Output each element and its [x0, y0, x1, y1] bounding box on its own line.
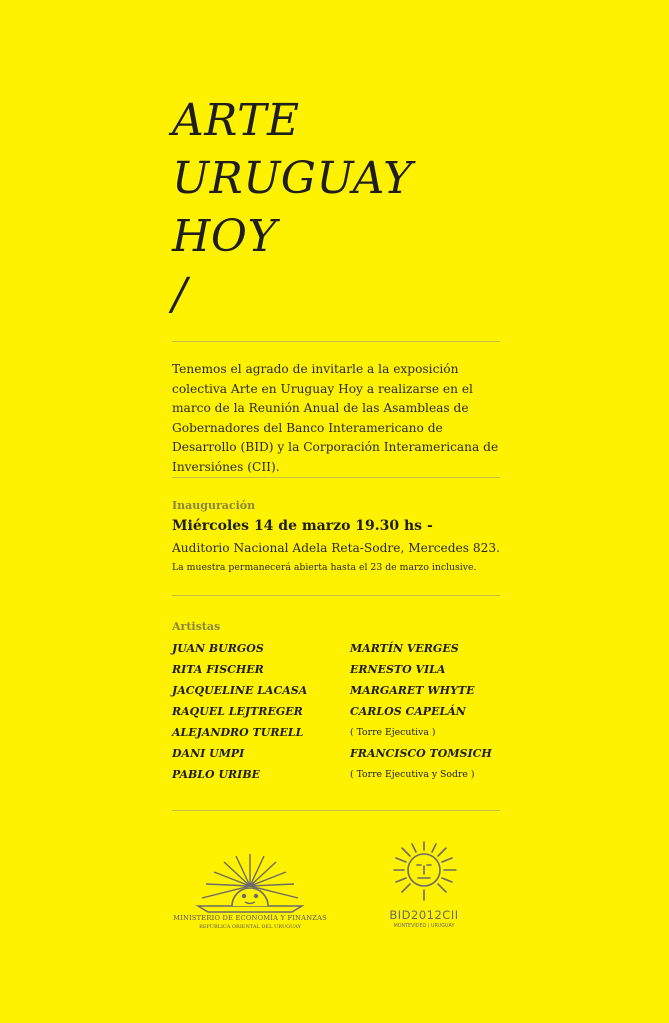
artist-name: ERNESTO VILA	[350, 663, 446, 676]
artist-name: MARTÍN VERGES	[350, 642, 459, 655]
bid-logo-text: BID2012CII	[389, 908, 459, 922]
artist-name: PABLO URIBE	[172, 768, 261, 781]
artist-name: CARLOS CAPELÁN	[350, 705, 466, 718]
inauguration-label: Inauguración	[172, 499, 256, 512]
artists-label: Artistas	[172, 620, 221, 633]
event-venue: Auditorio Nacional Adela Reta-Sodre, Mercedes 823.	[172, 541, 501, 555]
artist-name: MARGARET WHYTE	[350, 684, 475, 697]
title-slash: /	[172, 269, 188, 320]
artist-venue-note: ( Torre Ejecutiva y Sodre )	[350, 769, 475, 780]
title-line-2: URUGUAY	[172, 153, 413, 204]
artist-name: JACQUELINE LACASA	[172, 684, 308, 697]
intro-paragraph: Tenemos el agrado de invitarle a la exposición colectiva Arte en Uruguay Hoy a realizarse en el marco de la Reunión Anual de las Asambleas de Gobernadores del Banco Interamericano de Desarrollo (BID) y la Corporación Interamericana de Inversiónes (CII).	[172, 362, 499, 474]
divider	[172, 341, 500, 342]
artist-name: DANI UMPI	[172, 747, 245, 760]
title-line-1: ARTE	[172, 95, 300, 146]
artist-name: ALEJANDRO TURELL	[172, 726, 304, 739]
event-title	[172, 92, 413, 324]
bid-sun-logo	[382, 838, 482, 938]
ministry-country: REPÚBLICA ORIENTAL DEL URUGUAY	[199, 924, 301, 930]
artists-left-column	[172, 641, 307, 788]
ministry-name: MINISTERIO DE ECONOMÍA Y FINANZAS	[173, 914, 327, 922]
title-line-3: HOY	[172, 211, 277, 262]
artist-venue-note: ( Torre Ejecutiva )	[350, 727, 436, 738]
artist-name: RAQUEL LEJTREGER	[172, 705, 303, 718]
divider	[172, 810, 500, 811]
artist-name: RITA FISCHER	[172, 663, 264, 676]
divider	[172, 477, 500, 478]
artists-right-column	[350, 641, 492, 788]
artist-name: JUAN BURGOS	[172, 642, 264, 655]
bid-logo-location: MONTEVIDEO | URUGUAY	[393, 924, 455, 929]
artist-name: FRANCISCO TOMSICH	[350, 747, 492, 760]
exhibition-note: La muestra permanecerá abierta hasta el 23 de marzo inclusive.	[172, 562, 477, 573]
divider	[172, 595, 500, 596]
event-date: Miércoles 14 de marzo 19.30 hs -	[172, 518, 433, 534]
